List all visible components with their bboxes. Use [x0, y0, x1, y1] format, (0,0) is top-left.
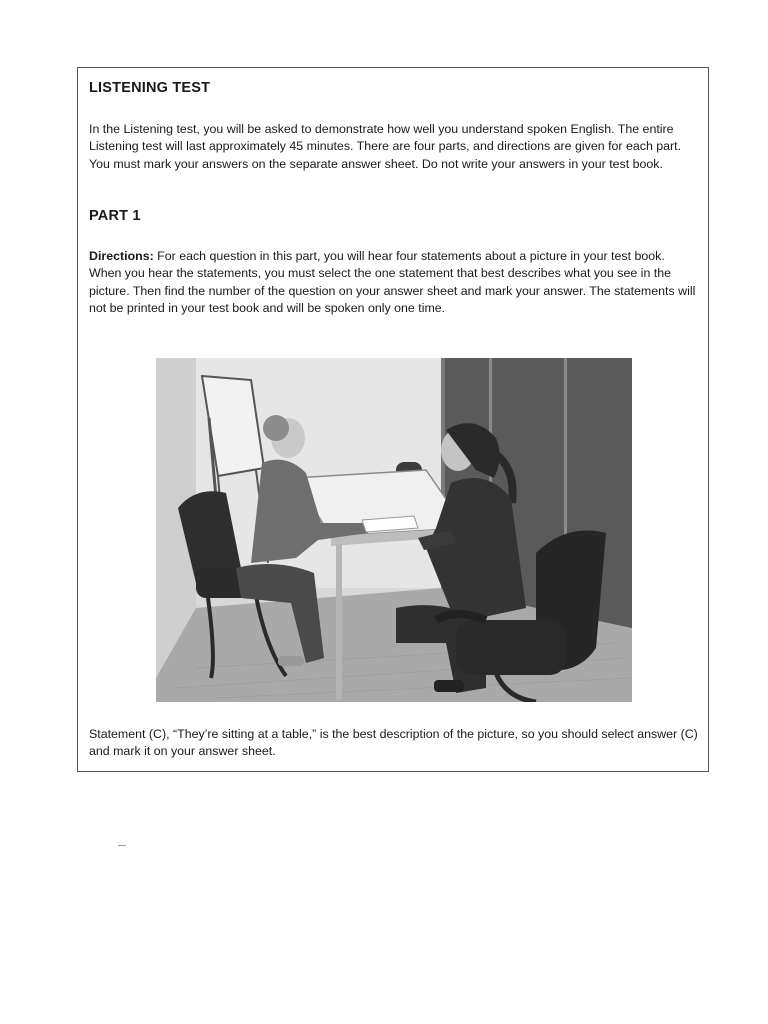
directions-paragraph	[89, 248, 699, 318]
instructions-box	[77, 67, 709, 772]
intro-paragraph: In the Listening test, you will be asked to demonstrate how well you understand spoken English. The entire Listening test will last approximately 45 minutes. There are four parts, and directions are given for each part. You must mark your answers on the separate answer sheet. Do not write your answers in your test book.	[89, 122, 682, 171]
part-title: PART 1	[89, 208, 141, 224]
directions-label: Directions:	[89, 249, 154, 263]
directions-text: For each question in this part, you will hear four statements about a picture in your test book. When you hear the statements, you must select the one statement that best describes what you see in the picture. Then find the number of the question on your answer sheet and mark your answer. The statements will not be printed in your test book and will be spoken only one time.	[89, 249, 696, 316]
section-title: LISTENING TEST	[89, 80, 211, 96]
example-photo	[156, 358, 632, 702]
page-mark	[118, 845, 126, 846]
example-statement: Statement (C), “They’re sitting at a table,” is the best description of the picture, so you should select answer (C) and mark it on your answer sheet.	[89, 727, 698, 759]
